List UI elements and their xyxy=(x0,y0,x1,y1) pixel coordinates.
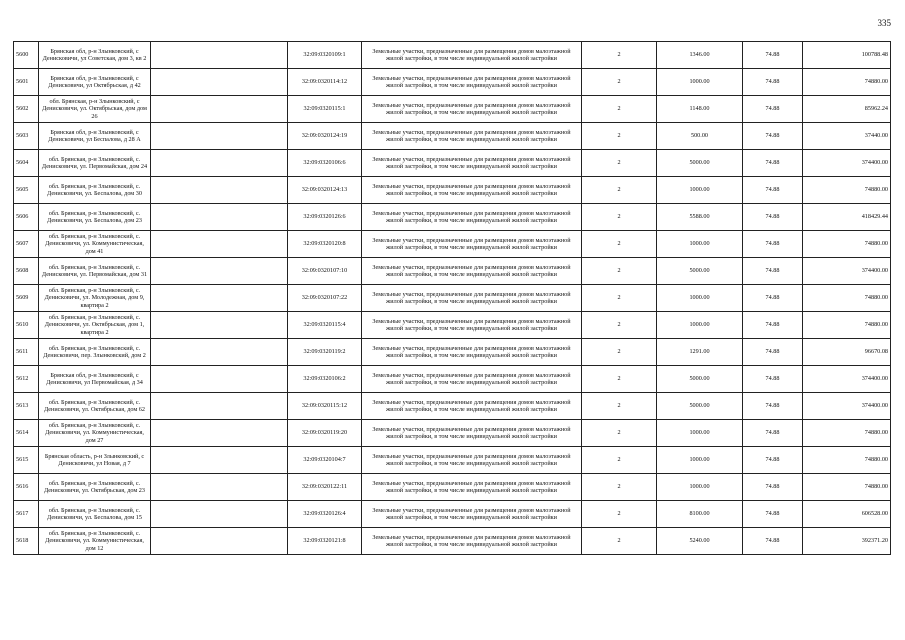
area-cell: 500.00 xyxy=(657,123,743,150)
address-cell: обл. Брянская, р-н Злынковский, с. Денисковичи, ул. Октябрьская, дом 62 xyxy=(39,393,151,420)
table-row xyxy=(14,42,891,69)
group-cell: 2 xyxy=(582,150,657,177)
land-use-cell: Земельные участки, предназначенные для размещения домов малоэтажной жилой застройки, в том числе индивидуальной жилой застройки xyxy=(362,69,582,96)
table-row xyxy=(14,204,891,231)
land-use-cell: Земельные участки, предназначенные для размещения домов малоэтажной жилой застройки, в том числе индивидуальной жилой застройки xyxy=(362,339,582,366)
rate-cell: 74.88 xyxy=(743,177,803,204)
land-use-cell: Земельные участки, предназначенные для размещения домов малоэтажной жилой застройки, в том числе индивидуальной жилой застройки xyxy=(362,420,582,447)
cadastral-number-cell: 32:09:0320115:4 xyxy=(288,312,362,339)
address-cell: обл. Брянская, р-н Злынковский, с. Денисковичи, ул. Беспалова, дом 15 xyxy=(39,501,151,528)
group-cell: 2 xyxy=(582,339,657,366)
row-number: 5609 xyxy=(14,285,39,312)
row-number: 5615 xyxy=(14,447,39,474)
row-number: 5601 xyxy=(14,69,39,96)
spacer-cell xyxy=(151,204,288,231)
address-cell: обл. Брянская, р-н Злынковский, с. Денисковичи, ул. Октябрьская, дом 23 xyxy=(39,474,151,501)
cadastral-value-cell: 74880.00 xyxy=(803,447,891,474)
area-cell: 1291.00 xyxy=(657,339,743,366)
area-cell: 1000.00 xyxy=(657,312,743,339)
spacer-cell xyxy=(151,96,288,123)
land-use-cell: Земельные участки, предназначенные для размещения домов малоэтажной жилой застройки, в том числе индивидуальной жилой застройки xyxy=(362,366,582,393)
table-row xyxy=(14,501,891,528)
row-number: 5603 xyxy=(14,123,39,150)
area-cell: 5000.00 xyxy=(657,366,743,393)
area-cell: 5000.00 xyxy=(657,258,743,285)
address-cell: обл. Брянская, р-н Злынковский, с. Денисковичи, ул. Молодежная, дом 9, квартира 2 xyxy=(39,285,151,312)
group-cell: 2 xyxy=(582,285,657,312)
area-cell: 1148.00 xyxy=(657,96,743,123)
area-cell: 1000.00 xyxy=(657,474,743,501)
rate-cell: 74.88 xyxy=(743,312,803,339)
address-cell: Брянская обл, р-н Злынковский, с Денисковичи, ул Октябрьская, д 42 xyxy=(39,69,151,96)
cadastral-number-cell: 32:09:0320107:10 xyxy=(288,258,362,285)
row-number: 5612 xyxy=(14,366,39,393)
land-use-cell: Земельные участки, предназначенные для размещения домов малоэтажной жилой застройки, в том числе индивидуальной жилой застройки xyxy=(362,42,582,69)
rate-cell: 74.88 xyxy=(743,447,803,474)
address-cell: обл. Брянская, р-н Злынковский, с. Денисковичи, ул. Беспалова, дом 30 xyxy=(39,177,151,204)
row-number: 5608 xyxy=(14,258,39,285)
row-number: 5618 xyxy=(14,528,39,555)
land-use-cell: Земельные участки, предназначенные для размещения домов малоэтажной жилой застройки, в том числе индивидуальной жилой застройки xyxy=(362,501,582,528)
land-use-cell: Земельные участки, предназначенные для размещения домов малоэтажной жилой застройки, в том числе индивидуальной жилой застройки xyxy=(362,528,582,555)
cadastral-number-cell: 32:09:0320104:7 xyxy=(288,447,362,474)
cadastral-number-cell: 32:09:0320122:11 xyxy=(288,474,362,501)
cadastral-number-cell: 32:09:0320115:1 xyxy=(288,96,362,123)
group-cell: 2 xyxy=(582,420,657,447)
cadastral-number-cell: 32:09:0320126:6 xyxy=(288,204,362,231)
cadastral-value-cell: 85962.24 xyxy=(803,96,891,123)
cadastral-value-cell: 37440.00 xyxy=(803,123,891,150)
land-use-cell: Земельные участки, предназначенные для размещения домов малоэтажной жилой застройки, в том числе индивидуальной жилой застройки xyxy=(362,96,582,123)
rate-cell: 74.88 xyxy=(743,366,803,393)
spacer-cell xyxy=(151,393,288,420)
row-number: 5605 xyxy=(14,177,39,204)
rate-cell: 74.88 xyxy=(743,501,803,528)
cadastral-number-cell: 32:09:0320107:22 xyxy=(288,285,362,312)
address-cell: обл. Брянская, р-н Злынковский, с. Денисковичи, ул. Первомайская, дом 31 xyxy=(39,258,151,285)
land-use-cell: Земельные участки, предназначенные для размещения домов малоэтажной жилой застройки, в том числе индивидуальной жилой застройки xyxy=(362,393,582,420)
rate-cell: 74.88 xyxy=(743,258,803,285)
spacer-cell xyxy=(151,447,288,474)
spacer-cell xyxy=(151,501,288,528)
cadastral-value-cell: 96670.08 xyxy=(803,339,891,366)
row-number: 5614 xyxy=(14,420,39,447)
group-cell: 2 xyxy=(582,258,657,285)
group-cell: 2 xyxy=(582,231,657,258)
row-number: 5606 xyxy=(14,204,39,231)
spacer-cell xyxy=(151,420,288,447)
cadastral-number-cell: 32:09:0320109:1 xyxy=(288,42,362,69)
land-use-cell: Земельные участки, предназначенные для размещения домов малоэтажной жилой застройки, в том числе индивидуальной жилой застройки xyxy=(362,123,582,150)
cadastral-number-cell: 32:09:0320106:2 xyxy=(288,366,362,393)
cadastral-value-cell: 74880.00 xyxy=(803,474,891,501)
area-cell: 5000.00 xyxy=(657,150,743,177)
cadastral-value-cell: 74880.00 xyxy=(803,312,891,339)
cadastral-value-cell: 74880.00 xyxy=(803,231,891,258)
spacer-cell xyxy=(151,312,288,339)
rate-cell: 74.88 xyxy=(743,69,803,96)
address-cell: обл. Брянская, р-н Злынковский, с. Денисковичи, ул. Первомайская, дом 24 xyxy=(39,150,151,177)
address-cell: обл. Брянская, р-н Злынковский, с. Денисковичи, пер. Злынковский, дом 2 xyxy=(39,339,151,366)
area-cell: 1000.00 xyxy=(657,231,743,258)
rate-cell: 74.88 xyxy=(743,420,803,447)
rate-cell: 74.88 xyxy=(743,96,803,123)
address-cell: обл. Брянская, р-н Злынковский, с. Денисковичи, ул. Коммунистическая, дом 27 xyxy=(39,420,151,447)
address-cell: обл. Брянская, р-н Злынковский, с. Денисковичи, ул. Беспалова, дом 23 xyxy=(39,204,151,231)
land-use-cell: Земельные участки, предназначенные для размещения домов малоэтажной жилой застройки, в том числе индивидуальной жилой застройки xyxy=(362,231,582,258)
area-cell: 1000.00 xyxy=(657,447,743,474)
cadastral-number-cell: 32:09:0320115:12 xyxy=(288,393,362,420)
table-row xyxy=(14,69,891,96)
spacer-cell xyxy=(151,366,288,393)
spacer-cell xyxy=(151,285,288,312)
row-number: 5607 xyxy=(14,231,39,258)
land-use-cell: Земельные участки, предназначенные для размещения домов малоэтажной жилой застройки, в том числе индивидуальной жилой застройки xyxy=(362,204,582,231)
group-cell: 2 xyxy=(582,501,657,528)
address-cell: Брянская обл, р-н Злынковский, с Денисковичи, ул Советская, дом 3, кв 2 xyxy=(39,42,151,69)
row-number: 5600 xyxy=(14,42,39,69)
area-cell: 1346.00 xyxy=(657,42,743,69)
cadastral-value-cell: 100788.48 xyxy=(803,42,891,69)
rate-cell: 74.88 xyxy=(743,42,803,69)
address-cell: Брянская обл, р-н Злынковский, с Денисковичи, ул Первомайская, д 34 xyxy=(39,366,151,393)
cadastral-value-table xyxy=(13,41,891,555)
table-row xyxy=(14,447,891,474)
rate-cell: 74.88 xyxy=(743,393,803,420)
table-row xyxy=(14,258,891,285)
table-row xyxy=(14,528,891,555)
table-row xyxy=(14,393,891,420)
table-row xyxy=(14,177,891,204)
page-number: 335 xyxy=(877,18,891,28)
table-row xyxy=(14,96,891,123)
group-cell: 2 xyxy=(582,204,657,231)
rate-cell: 74.88 xyxy=(743,474,803,501)
area-cell: 1000.00 xyxy=(657,177,743,204)
cadastral-number-cell: 32:09:0320114:12 xyxy=(288,69,362,96)
spacer-cell xyxy=(151,231,288,258)
spacer-cell xyxy=(151,42,288,69)
spacer-cell xyxy=(151,339,288,366)
rate-cell: 74.88 xyxy=(743,339,803,366)
cadastral-number-cell: 32:09:0320119:20 xyxy=(288,420,362,447)
table-row xyxy=(14,123,891,150)
address-cell: Брянская обл, р-н Злынковский, с Денисковичи, ул Беспалова, д 28 А xyxy=(39,123,151,150)
row-number: 5617 xyxy=(14,501,39,528)
cadastral-value-cell: 74880.00 xyxy=(803,420,891,447)
cadastral-value-cell: 392371.20 xyxy=(803,528,891,555)
cadastral-number-cell: 32:09:0320120:8 xyxy=(288,231,362,258)
area-cell: 8100.00 xyxy=(657,501,743,528)
row-number: 5613 xyxy=(14,393,39,420)
table-row xyxy=(14,150,891,177)
cadastral-value-cell: 374400.00 xyxy=(803,258,891,285)
group-cell: 2 xyxy=(582,96,657,123)
row-number: 5611 xyxy=(14,339,39,366)
rate-cell: 74.88 xyxy=(743,150,803,177)
row-number: 5610 xyxy=(14,312,39,339)
land-use-cell: Земельные участки, предназначенные для размещения домов малоэтажной жилой застройки, в том числе индивидуальной жилой застройки xyxy=(362,447,582,474)
table-row xyxy=(14,312,891,339)
rate-cell: 74.88 xyxy=(743,204,803,231)
land-use-cell: Земельные участки, предназначенные для размещения домов малоэтажной жилой застройки, в том числе индивидуальной жилой застройки xyxy=(362,285,582,312)
cadastral-number-cell: 32:09:0320106:6 xyxy=(288,150,362,177)
cadastral-value-cell: 74880.00 xyxy=(803,177,891,204)
group-cell: 2 xyxy=(582,366,657,393)
cadastral-value-cell: 74880.00 xyxy=(803,69,891,96)
cadastral-number-cell: 32:09:0320124:13 xyxy=(288,177,362,204)
address-cell: обл. Брянская, р-н Злынковский, с. Денисковичи, ул. Октябрьская, дом 1, квартира 2 xyxy=(39,312,151,339)
area-cell: 5240.00 xyxy=(657,528,743,555)
table-row xyxy=(14,285,891,312)
land-use-cell: Земельные участки, предназначенные для размещения домов малоэтажной жилой застройки, в том числе индивидуальной жилой застройки xyxy=(362,258,582,285)
land-use-cell: Земельные участки, предназначенные для размещения домов малоэтажной жилой застройки, в том числе индивидуальной жилой застройки xyxy=(362,474,582,501)
spacer-cell xyxy=(151,258,288,285)
rate-cell: 74.88 xyxy=(743,231,803,258)
spacer-cell xyxy=(151,528,288,555)
spacer-cell xyxy=(151,123,288,150)
rate-cell: 74.88 xyxy=(743,528,803,555)
group-cell: 2 xyxy=(582,177,657,204)
group-cell: 2 xyxy=(582,447,657,474)
table-row xyxy=(14,231,891,258)
spacer-cell xyxy=(151,150,288,177)
address-cell: обл. Брянская, р-н Злынковский, с. Денисковичи, ул. Коммунистическая, дом 12 xyxy=(39,528,151,555)
group-cell: 2 xyxy=(582,312,657,339)
land-use-cell: Земельные участки, предназначенные для размещения домов малоэтажной жилой застройки, в том числе индивидуальной жилой застройки xyxy=(362,177,582,204)
cadastral-number-cell: 32:09:0320126:4 xyxy=(288,501,362,528)
land-use-cell: Земельные участки, предназначенные для размещения домов малоэтажной жилой застройки, в том числе индивидуальной жилой застройки xyxy=(362,312,582,339)
address-cell: обл. Брянская, р-н Злынковский, с Денисковичи, ул. Октябрьская, дом дом 26 xyxy=(39,96,151,123)
area-cell: 1000.00 xyxy=(657,69,743,96)
cadastral-number-cell: 32:09:0320121:8 xyxy=(288,528,362,555)
cadastral-value-cell: 418429.44 xyxy=(803,204,891,231)
table-row xyxy=(14,339,891,366)
group-cell: 2 xyxy=(582,42,657,69)
cadastral-number-cell: 32:09:0320124:19 xyxy=(288,123,362,150)
table-row xyxy=(14,474,891,501)
rate-cell: 74.88 xyxy=(743,123,803,150)
area-cell: 1000.00 xyxy=(657,420,743,447)
spacer-cell xyxy=(151,474,288,501)
cadastral-value-cell: 606528.00 xyxy=(803,501,891,528)
group-cell: 2 xyxy=(582,393,657,420)
group-cell: 2 xyxy=(582,123,657,150)
row-number: 5604 xyxy=(14,150,39,177)
area-cell: 5000.00 xyxy=(657,393,743,420)
row-number: 5616 xyxy=(14,474,39,501)
land-use-cell: Земельные участки, предназначенные для размещения домов малоэтажной жилой застройки, в том числе индивидуальной жилой застройки xyxy=(362,150,582,177)
address-cell: обл. Брянская, р-н Злынковский, с. Денисковичи, ул. Коммунистическая, дом 41 xyxy=(39,231,151,258)
cadastral-value-cell: 374400.00 xyxy=(803,393,891,420)
area-cell: 1000.00 xyxy=(657,285,743,312)
table-row xyxy=(14,420,891,447)
cadastral-value-cell: 374400.00 xyxy=(803,150,891,177)
table-row xyxy=(14,366,891,393)
row-number: 5602 xyxy=(14,96,39,123)
spacer-cell xyxy=(151,69,288,96)
spacer-cell xyxy=(151,177,288,204)
cadastral-value-cell: 74880.00 xyxy=(803,285,891,312)
group-cell: 2 xyxy=(582,69,657,96)
cadastral-value-cell: 374400.00 xyxy=(803,366,891,393)
address-cell: Брянская область, р-н Злынковский, с Денисковичи, ул Новая, д 7 xyxy=(39,447,151,474)
group-cell: 2 xyxy=(582,474,657,501)
cadastral-number-cell: 32:09:0320119:2 xyxy=(288,339,362,366)
group-cell: 2 xyxy=(582,528,657,555)
area-cell: 5588.00 xyxy=(657,204,743,231)
rate-cell: 74.88 xyxy=(743,285,803,312)
